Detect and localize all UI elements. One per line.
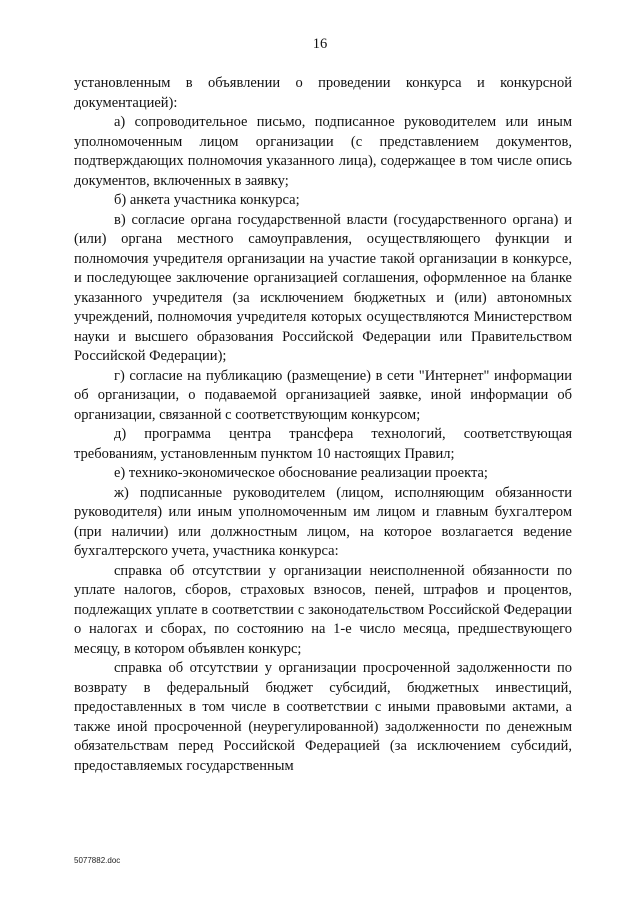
paragraph-item-d: д) программа центра трансфера технологий, соответствующая требованиям, установленным пунктом 10 настоящих Правил; [74, 426, 572, 462]
paragraph-item-a: а) сопроводительное письмо, подписанное руководителем или иным уполномоченным лицом организации (с представлением документов, подтверждающих полномочия указанного лица), содержащее в том числе опись документов, включенных в заявку; [74, 114, 572, 189]
paragraph-intro-continuation: установленным в объявлении о проведении конкурса и конкурсной документацией): [74, 75, 572, 111]
paragraph-tax-certificate: справка об отсутствии у организации неисполненной обязанности по уплате налогов, сборов, страховых взносов, пеней, штрафов и процентов, подлежащих уплате в соответствии с законодательством Российской Федерации о налогах и сборах, по состоянию на 1-е число месяца, предшествующего месяцу, в котором объявлен конкурс; [74, 562, 572, 657]
page-number: 16 [312, 36, 328, 52]
paragraph-item-v: в) согласие органа государственной власти (государственного органа) и (или) органа местного самоуправления, осуществляющего функции и полномочия учредителя организации на участие такой организации в конкурсе, и последующее заключение организацией соглашения, оформленное на бланке указанного учредителя (за исключением бюджетных и (или) автономных учреждений, полномочия учредителя которых осуществляются Министерством науки и высшего образования Российской Федерации или Правительством Российской Федерации); [74, 211, 572, 364]
paragraph-item-zh: ж) подписанные руководителем (лицом, исполняющим обязанности руководителя) или иным уполномоченным им лицом и главным бухгалтером (при наличии) или должностным лицом, на которое возлагается ведение бухгалтерского учета, участника конкурса: [74, 484, 572, 559]
paragraph-item-g: г) согласие на публикацию (размещение) в сети "Интернет" информации об организации, о подаваемой организацией заявке, иной информации об организации, связанной с соответствующим конкурсом; [74, 367, 572, 423]
paragraph-item-e: е) технико-экономическое обоснование реализации проекта; [114, 465, 488, 481]
document-file-reference: 5077882.doc [74, 856, 121, 865]
document-body [74, 74, 572, 776]
paragraph-debt-certificate: справка об отсутствии у организации просроченной задолженности по возврату в федеральный бюджет субсидий, бюджетных инвестиций, предоставленных в том числе в соответствии с иными правовыми актами, а также иной просроченной (неурегулированной) задолженности по денежным обязательствам перед Российской Федерацией (за исключением субсидий, предоставляемых государственным [74, 660, 572, 774]
paragraph-item-b: б) анкета участника конкурса; [114, 192, 300, 208]
